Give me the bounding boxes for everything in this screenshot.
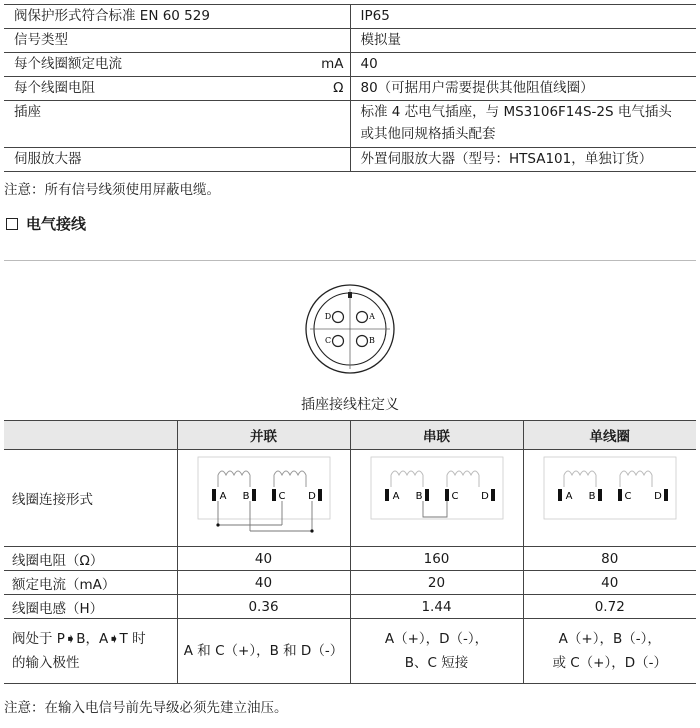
spec-row [4,77,696,101]
terminal-a-label: A [392,491,399,502]
spec-label: 信号类型 [14,32,68,48]
coil-1-icon [564,471,596,475]
single-coil-diagram-cell [523,450,696,547]
coil-1-icon [218,471,250,475]
spec-value: 80（可据用户需要提供其他阻值线圈） [360,80,594,96]
spec-row [4,101,696,148]
connector-pinout-diagram [304,283,396,375]
spec-row [4,29,696,53]
divider [4,260,696,261]
wiring-header-row [4,421,696,450]
checkbox-square-icon [6,218,18,230]
input-polarity-row [4,619,696,684]
terminal-d-label: D [307,491,316,502]
spec-value-line1: 标准 4 芯电气插座，与 MS3106F14S-2S 电气插头 [360,104,672,120]
spec-value: 40 [360,56,378,72]
parallel-value: 40 [177,547,350,571]
pin-b-socket [357,336,368,347]
terminal-b-label: B [415,491,422,502]
header-blank [4,421,177,450]
spec-table [4,4,696,172]
polarity-line2: 或 C（+），D（-） [552,655,668,671]
rated-current-row [4,571,696,595]
polarity-label-line2: 的输入极性 [12,655,80,671]
wiring-table [4,420,696,684]
pin-label-c: C [324,336,332,345]
pin-c-socket [333,336,344,347]
terminal-a-label: A [565,491,573,502]
spec-value-line2: 或其他同规格插头配套 [360,126,496,142]
spec-value: 模拟量 [360,32,401,48]
terminal-b-label: B [588,491,596,502]
single-coil-value: 80 [523,547,696,571]
series-polarity [350,619,523,684]
spec-unit: mA [321,56,344,72]
terminal-c-label: C [624,491,632,502]
row-label: 线圈电感（H） [4,595,177,619]
pin-d-socket [333,312,344,323]
row-label: 额定电流（mA） [4,571,177,595]
spec-label: 插座 [14,104,41,120]
single-coil-value: 0.72 [523,595,696,619]
terminal-b-label: B [242,491,249,502]
single-coil-value: 40 [523,571,696,595]
spec-label: 阀保护形式符合标准 EN 60 529 [14,8,210,24]
terminal-c-label: C [451,491,458,502]
polarity-line1: A 和 C（+），B 和 D（-） [183,643,344,659]
parallel-polarity [177,619,350,684]
header-parallel: 并联 [177,421,350,450]
coil-1-icon [391,471,423,475]
series-value: 20 [350,571,523,595]
spec-unit: Ω [333,80,344,96]
spec-label: 伺服放大器 [14,151,82,167]
spec-row [4,53,696,77]
terminal-c-label: C [278,491,285,502]
parallel-diagram-cell [177,450,350,547]
coil-2-icon [447,471,479,475]
terminal-a-label: A [219,491,226,502]
series-value: 160 [350,547,523,571]
pin-label-d: D [324,312,332,321]
single-coil-wiring-diagram [540,451,680,541]
key-notch [348,292,352,298]
header-series: 串联 [350,421,523,450]
coil-resistance-row [4,547,696,571]
coil-2-icon [274,471,306,475]
spec-label: 每个线圈电阻 [14,80,95,96]
pin-label-a: A [369,312,375,321]
row-label: 线圈电阻（Ω） [4,547,177,571]
coil-connection-row [4,450,696,547]
terminal-d-label: D [653,491,662,502]
spec-label: 每个线圈额定电流 [14,56,122,72]
parallel-value: 0.36 [177,595,350,619]
pin-a-socket [357,312,368,323]
coil-inductance-row [4,595,696,619]
pin-label-b: B [369,336,375,345]
terminal-d-label: D [480,491,489,502]
polarity-line2: B、C 短接 [404,655,469,671]
pinout-caption: 插座接线柱定义 [301,397,399,413]
series-value: 1.44 [350,595,523,619]
spec-value: IP65 [360,8,390,24]
spec-value: 外置伺服放大器（型号：HTSA101，单独订货） [360,151,653,167]
section-heading [6,213,86,234]
series-diagram-cell [350,450,523,547]
signal-cable-note: 注意：所有信号线须使用屏蔽电缆。 [4,182,220,198]
coil-2-icon [620,471,652,475]
polarity-line1: A（+），D（-）， [384,631,489,647]
spec-row [4,148,696,172]
header-single-coil: 单线圈 [523,421,696,450]
single-coil-polarity [523,619,696,684]
polarity-line1: A（+），B（-）， [558,631,661,647]
coil-connection-label: 线圈连接形式 [4,450,177,547]
polarity-label [4,619,177,684]
parallel-wiring-diagram [194,451,334,541]
section-title: 电气接线 [26,215,87,233]
polarity-label-line1: 阀处于 P➧B，A➧T 时 [12,631,146,647]
parallel-value: 40 [177,571,350,595]
series-wiring-diagram [367,451,507,541]
spec-row [4,5,696,29]
oil-pressure-note: 注意：在输入电信号前先导级必须先建立油压。 [4,700,288,716]
